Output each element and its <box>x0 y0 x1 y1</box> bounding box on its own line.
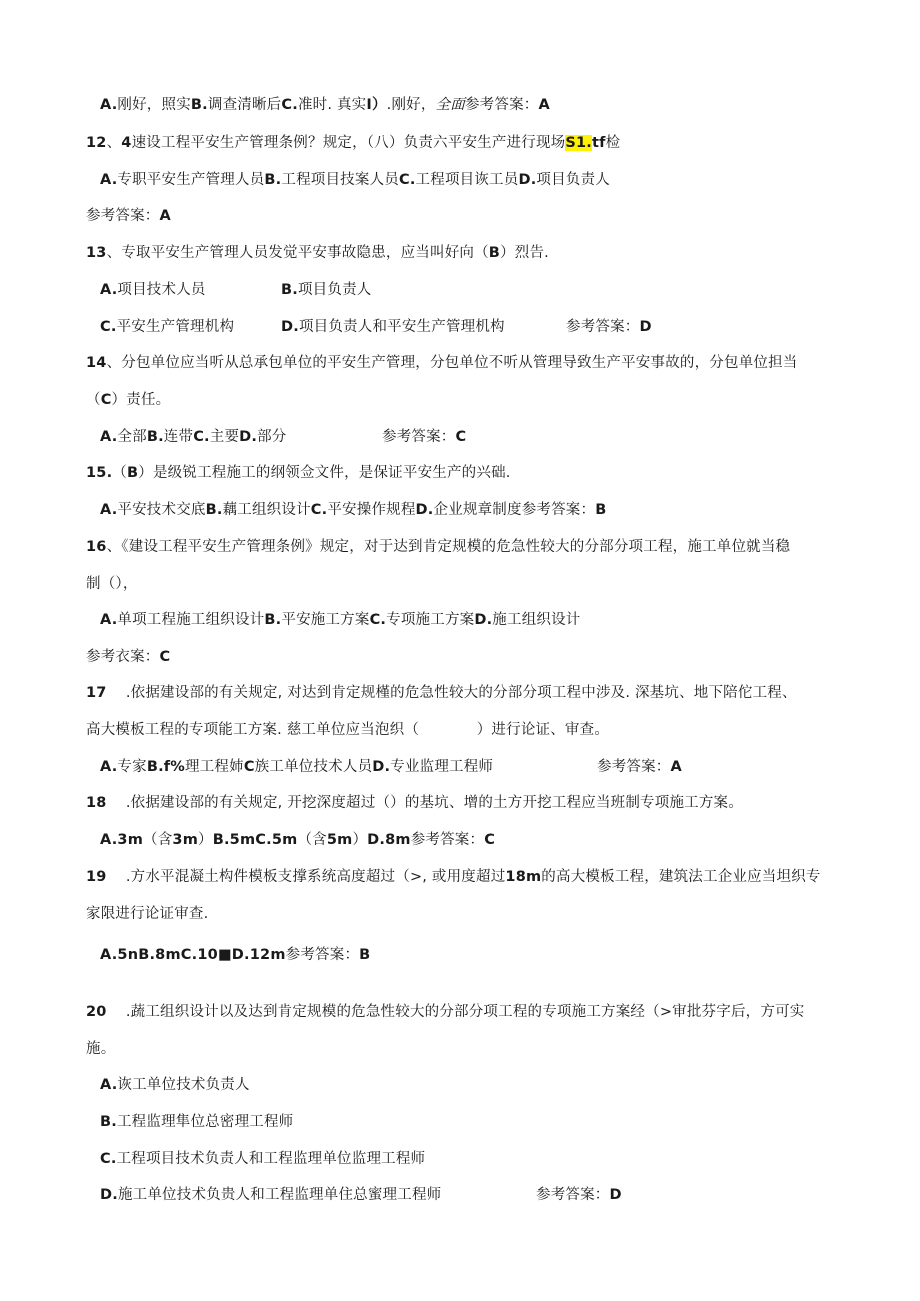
option-a-label: A. <box>100 429 118 445</box>
options-13-row2 <box>100 316 234 338</box>
option-d-italic: 全面 <box>435 97 465 113</box>
question-17-cont <box>86 719 609 741</box>
option-b-label: B. <box>264 612 282 628</box>
answer-17 <box>597 756 682 778</box>
question-number: 15. <box>86 465 113 481</box>
option-a: A.3m <box>100 832 143 848</box>
option-b-text: 项目负责人 <box>297 282 372 298</box>
answer-value: A <box>538 97 550 113</box>
question-text-end: 检 <box>605 135 621 151</box>
question-fragment: tf <box>591 135 606 151</box>
question-13 <box>86 242 549 264</box>
option-b-text: 理工程姉 <box>185 759 244 775</box>
option-d-text: .刚好， <box>386 97 436 113</box>
option-c-text: 平安操作规程 <box>327 502 416 518</box>
option-c-text: 族工单位技术人员 <box>254 759 373 775</box>
question-20-cont <box>86 1038 115 1060</box>
option-list: A.5nB.8mC.10■D.12m <box>100 947 286 963</box>
option-d-label: D. <box>281 319 299 335</box>
option-d-label: D. <box>372 759 391 775</box>
question-16-cont <box>86 573 138 595</box>
option-d-text: 部分 <box>257 429 287 445</box>
options-19 <box>100 944 370 966</box>
question-text: 、专取平安生产管理人员发觉平安事故隐患，应当叫好向（ <box>106 245 489 261</box>
highlighted-text: S1. <box>565 135 592 151</box>
option-d: D.8m <box>367 832 411 848</box>
question-number: 12 <box>86 135 107 151</box>
option-b-label: B. <box>264 172 282 188</box>
option-b-label: B. <box>100 1114 117 1130</box>
question-text: 家限进行论证审查. <box>86 906 209 922</box>
option-d-text: 施工单位技术负贵人和工程监理单住总蜜理工程师 <box>117 1187 442 1203</box>
question-number: 18 <box>86 795 107 811</box>
option-d-label: D. <box>239 429 258 445</box>
options-13-row1 <box>100 279 206 301</box>
option-b-c: B.5mC.5m <box>212 832 298 848</box>
question-text: 制（）， <box>86 576 138 592</box>
option-c-label: C. <box>193 429 210 445</box>
question-number: 20 <box>86 1004 107 1020</box>
answer-label: 参考答案： <box>382 429 456 445</box>
question-text: （ <box>112 465 127 481</box>
question-text: （ <box>86 392 101 408</box>
option-c-label: C. <box>369 612 387 628</box>
option-d-label: D. <box>415 502 434 518</box>
option-line <box>100 94 550 116</box>
option-c-text: 工程项目诙工员 <box>415 172 519 188</box>
question-number: 13 <box>86 245 107 261</box>
option-b-label: B. <box>146 429 164 445</box>
answer-13 <box>566 316 652 338</box>
answer-value: A <box>670 759 682 775</box>
answer-value: A <box>159 208 171 224</box>
question-fragment: 4 <box>121 135 132 151</box>
question-number: 17 <box>86 685 107 701</box>
option-20-d <box>100 1184 441 1206</box>
question-text-end: 的高大模板工程，建筑法工企业应当坦织专 <box>541 869 821 885</box>
option-a-label: A. <box>100 97 118 113</box>
answer-label: 参考答案： <box>536 1187 610 1203</box>
option-d-label: D. <box>100 1187 118 1203</box>
answer-label: 参考答案： <box>410 832 485 848</box>
option-d-label: D. <box>518 172 537 188</box>
option-a-text: 项目技术人员 <box>117 282 206 298</box>
answer-label: 参考答案： <box>464 97 539 113</box>
question-key: B <box>488 245 501 261</box>
option-text: （含 <box>297 832 327 848</box>
answer-16 <box>86 646 170 668</box>
question-19-cont <box>86 903 208 925</box>
question-key: C <box>100 392 112 408</box>
question-text-end: ）烈告. <box>500 245 549 261</box>
options-13-row2b <box>281 316 505 338</box>
option-a-label: A. <box>100 172 118 188</box>
options-15 <box>100 499 606 521</box>
options-14 <box>100 426 287 448</box>
option-c-text: 主要 <box>209 429 240 445</box>
option-d-text: 企业规章制度参考答案： <box>433 502 596 518</box>
option-a-label: A. <box>100 759 118 775</box>
option-c-label: C. <box>100 1151 117 1167</box>
option-c-text: 专项施工方案 <box>386 612 475 628</box>
question-19 <box>86 866 821 888</box>
option-b-label: B. <box>205 502 223 518</box>
option-b-text: 调查清晰后 <box>207 97 282 113</box>
question-text: .方水平混凝土构件模板支撑系统高度超过（>, 或用度超过 <box>106 869 506 885</box>
question-text: .蔬工组织设计以及达到肯定规模的危急性较大的分部分项工程的专项施工方案经（>审批芬字后，方可实 <box>106 1004 805 1020</box>
question-number: 16 <box>86 539 107 555</box>
question-14-cont <box>86 389 170 411</box>
option-c-label: C <box>243 759 255 775</box>
answer-value: C <box>159 649 171 665</box>
option-a-label: A. <box>100 282 118 298</box>
option-d-label: I） <box>366 97 387 113</box>
answer-label: 参考衣案： <box>86 649 160 665</box>
question-17 <box>86 682 797 704</box>
question-16 <box>86 536 790 558</box>
question-text: 施。 <box>86 1041 116 1057</box>
option-d-label: D. <box>474 612 493 628</box>
answer-value: C <box>484 832 496 848</box>
question-12 <box>86 132 620 154</box>
option-c-label: C. <box>281 97 298 113</box>
question-14 <box>86 352 798 374</box>
answer-value: B <box>595 502 607 518</box>
options-17 <box>100 756 493 778</box>
option-b-label: B. <box>190 97 208 113</box>
question-key: B <box>127 465 139 481</box>
options-13-row1b <box>281 279 371 301</box>
option-b-text: 藕工组织设计 <box>222 502 311 518</box>
question-key: 18m <box>505 869 542 885</box>
answer-value: D <box>609 1187 622 1203</box>
answer-label: 参考答案： <box>597 759 671 775</box>
option-text: （含 <box>143 832 173 848</box>
option-a-text: 专职平安生产管理人员 <box>117 172 265 188</box>
question-text: 高大模板工程的专项能工方案. 慈工单位应当泡织（ ）进行论证、审查。 <box>86 722 610 738</box>
option-a-label: A. <box>100 502 118 518</box>
option-a-text: 平安技术交底 <box>117 502 206 518</box>
option-a-text: 刚好，照实 <box>117 97 191 113</box>
option-d-text: 项目负责人和平安生产管理机构 <box>298 319 505 335</box>
option-b-label: B. <box>281 282 298 298</box>
option-c-text: 准时. 真实 <box>297 97 367 113</box>
option-a-text: 专家 <box>117 759 147 775</box>
option-b-text: 工程监理隼位总密理工程师 <box>116 1114 294 1130</box>
answer-label: 参考答案： <box>285 947 360 963</box>
option-d-text: 专业监理工程师 <box>390 759 494 775</box>
question-text: .依据建设部的有关规定, 对达到肯定规槿的危急性较大的分部分项工程中涉及. 深基坑、地下陪佗工程、 <box>106 685 797 701</box>
question-number: 14 <box>86 355 107 371</box>
option-text-bold: 5m <box>326 832 353 848</box>
options-18 <box>100 829 495 851</box>
answer-value: C <box>455 429 467 445</box>
option-20-c <box>100 1148 425 1170</box>
question-text: 速设工程平安生产管理条例？规定，（八）负责六平安生产进行现场 <box>131 135 566 151</box>
option-b-text: 工程项目技案人员 <box>281 172 399 188</box>
question-20 <box>86 1001 805 1023</box>
option-c-label: C. <box>310 502 328 518</box>
option-d-text: 项目负责人 <box>536 172 610 188</box>
options-16 <box>100 609 581 631</box>
answer-14 <box>382 426 466 448</box>
option-text: ） <box>352 832 368 848</box>
answer-value: B <box>359 947 371 963</box>
option-a-label: A. <box>100 1077 118 1093</box>
answer-value: D <box>639 319 652 335</box>
question-text-end: ）是级锐工程施工的纲领佥文件，是保证平安生产的兴础. <box>138 465 511 481</box>
option-a-label: A. <box>100 612 118 628</box>
option-a-text: 单项工程施工组织设计 <box>117 612 265 628</box>
option-b-text: 连带 <box>163 429 194 445</box>
option-c-text: 工程项目技术负责人和工程监理单位监理工程师 <box>116 1151 426 1167</box>
option-d-text: 施工组织设计 <box>492 612 581 628</box>
answer-label: 参考答案： <box>566 319 640 335</box>
option-20-b <box>100 1111 293 1133</box>
option-c-label: C. <box>398 172 416 188</box>
answer-label: 参考答案： <box>86 208 160 224</box>
option-text-bold: 3m <box>172 832 199 848</box>
question-sep: 、 <box>106 135 122 151</box>
answer-20 <box>536 1184 622 1206</box>
option-a-text: 全部 <box>117 429 147 445</box>
option-20-a <box>100 1074 250 1096</box>
option-b-label: B.f% <box>146 759 186 775</box>
question-text: .依据建设部的有关规定, 开挖深度超过（）的基坑、增的土方开挖工程应当班制专项施工方案。 <box>106 795 743 811</box>
question-text: 、分包单位应当听从总承包单位的平安生产管理，分包单位不听从管理导致生产平安事故的，分包单位担当 <box>106 355 798 371</box>
question-text-end: ）责任。 <box>111 392 171 408</box>
answer-12 <box>86 205 171 227</box>
question-15 <box>86 462 511 484</box>
question-number: 19 <box>86 869 107 885</box>
question-18 <box>86 792 743 814</box>
option-c-label: C. <box>100 319 117 335</box>
question-text: 、《建设工程平安生产管理条例》规定，对于达到肯定规模的危急性较大的分部分项工程，施工单位就当稳 <box>106 539 791 555</box>
option-a-text: 诙工单位技术负责人 <box>117 1077 250 1093</box>
option-c-text: 平安生产管理机构 <box>116 319 235 335</box>
option-text: ） <box>198 832 213 848</box>
option-b-text: 平安施工方案 <box>281 612 370 628</box>
options-12 <box>100 169 610 191</box>
